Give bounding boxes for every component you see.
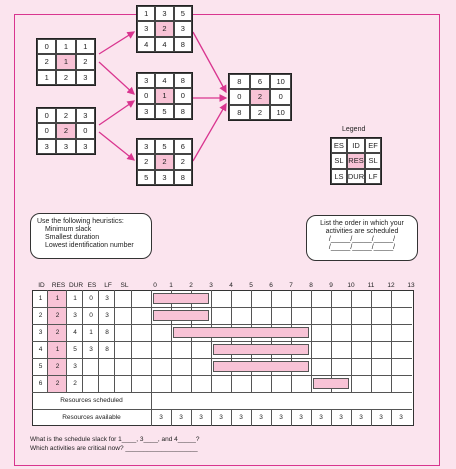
legend-cell: SL bbox=[331, 153, 347, 168]
table-cell: 8 bbox=[105, 329, 109, 336]
order-box bbox=[306, 215, 418, 261]
grid-line-h bbox=[32, 307, 412, 308]
node-activity-2 bbox=[36, 38, 96, 86]
node-cell-res: 2 bbox=[155, 21, 173, 36]
grid-line-v bbox=[271, 409, 272, 426]
node-cell: 6 bbox=[174, 139, 192, 154]
grid-line-v bbox=[391, 409, 392, 426]
node-cell: 8 bbox=[174, 37, 192, 52]
table-cell: 5 bbox=[73, 346, 77, 353]
time-tick-label: 1 bbox=[169, 282, 173, 289]
schedule-bar bbox=[153, 310, 209, 321]
node-cell-res: 1 bbox=[155, 88, 173, 103]
grid-line-v bbox=[331, 409, 332, 426]
resources-scheduled-label: Resources scheduled bbox=[60, 397, 123, 404]
table-cell: 0 bbox=[89, 295, 93, 302]
node-activity-4 bbox=[228, 73, 292, 121]
node-cell: 5 bbox=[137, 170, 155, 185]
grid-line-v bbox=[211, 409, 212, 426]
time-tick-label: 8 bbox=[309, 282, 313, 289]
table-cell: 2 bbox=[55, 380, 60, 387]
node-cell: 6 bbox=[250, 74, 271, 89]
grid-line-h bbox=[32, 392, 412, 393]
table-cell: 3 bbox=[73, 312, 77, 319]
node-cell: 4 bbox=[137, 37, 155, 52]
node-cell: 3 bbox=[137, 104, 155, 119]
time-tick-label: 2 bbox=[189, 282, 193, 289]
grid-line-v bbox=[151, 409, 152, 426]
node-cell: 0 bbox=[270, 89, 291, 104]
node-cell: 2 bbox=[137, 154, 155, 169]
grid-line-v bbox=[311, 409, 312, 426]
legend-cell: LS bbox=[331, 169, 347, 184]
legend-node bbox=[330, 137, 382, 185]
resources-available-value: 3 bbox=[279, 414, 283, 421]
node-cell: 3 bbox=[137, 139, 155, 154]
node-cell: 3 bbox=[155, 170, 173, 185]
heuristic-3: Lowest identification number bbox=[45, 242, 134, 249]
node-cell: 3 bbox=[76, 139, 95, 154]
heuristic-2: Smallest duration bbox=[45, 234, 100, 241]
grid-line-v bbox=[171, 409, 172, 426]
order-blanks-1: /_____/_____/_____/ bbox=[328, 236, 396, 243]
column-header: ES bbox=[87, 282, 97, 289]
time-tick-label: 13 bbox=[407, 282, 415, 289]
legend-cell: EF bbox=[365, 138, 381, 153]
node-cell: 0 bbox=[174, 88, 192, 103]
column-header: RES bbox=[51, 282, 66, 289]
grid-line-v bbox=[251, 409, 252, 426]
node-cell: 3 bbox=[76, 70, 95, 85]
resources-available-label: Resources available bbox=[62, 414, 121, 421]
resources-available-value: 3 bbox=[399, 414, 403, 421]
node-cell: 1 bbox=[137, 6, 155, 21]
legend-cell-res: RES bbox=[347, 153, 365, 168]
question-critical: Which activities are critical now? ____________________ bbox=[30, 445, 198, 452]
time-tick-label: 4 bbox=[229, 282, 233, 289]
table-cell: 3 bbox=[105, 295, 109, 302]
node-cell: 8 bbox=[229, 105, 250, 120]
time-tick-label: 5 bbox=[249, 282, 253, 289]
table-cell: 4 bbox=[38, 346, 43, 353]
resources-available-value: 3 bbox=[359, 414, 363, 421]
node-cell: 5 bbox=[174, 6, 192, 21]
table-cell: 2 bbox=[55, 312, 60, 319]
node-cell: 0 bbox=[229, 89, 250, 104]
question-slack: What is the schedule slack for 1____, 3____, and 4_____? bbox=[30, 436, 200, 443]
node-cell-res: 2 bbox=[155, 154, 173, 169]
node-cell: 3 bbox=[37, 139, 56, 154]
grid-line-h bbox=[32, 358, 412, 359]
node-activity-1 bbox=[136, 5, 193, 53]
node-cell: 5 bbox=[155, 139, 173, 154]
table-cell: 2 bbox=[38, 312, 43, 319]
node-cell: 5 bbox=[155, 104, 173, 119]
schedule-bar bbox=[213, 361, 309, 372]
table-cell: 3 bbox=[73, 363, 77, 370]
node-cell: 4 bbox=[155, 73, 173, 88]
resources-available-value: 3 bbox=[319, 414, 323, 421]
node-cell: 8 bbox=[174, 104, 192, 119]
node-cell: 10 bbox=[270, 74, 291, 89]
grid-line-v bbox=[191, 409, 192, 426]
table-cell: 8 bbox=[105, 346, 109, 353]
grid-line-v bbox=[231, 409, 232, 426]
column-header: ID bbox=[38, 282, 45, 289]
node-cell: 10 bbox=[270, 105, 291, 120]
resources-available-value: 3 bbox=[179, 414, 183, 421]
legend-title: Legend bbox=[342, 126, 366, 133]
schedule-bar bbox=[173, 327, 309, 338]
grid-line-v bbox=[371, 409, 372, 426]
column-header: DUR bbox=[68, 282, 84, 289]
table-cell: 1 bbox=[55, 346, 60, 353]
schedule-bar bbox=[213, 344, 309, 355]
node-cell: 2 bbox=[37, 54, 56, 69]
resources-available-value: 3 bbox=[219, 414, 223, 421]
table-cell: 3 bbox=[89, 346, 93, 353]
node-cell-res: 2 bbox=[56, 123, 75, 138]
legend-cell: LF bbox=[365, 169, 381, 184]
table-cell: 2 bbox=[73, 380, 77, 387]
time-tick-label: 11 bbox=[367, 282, 375, 289]
grid-line-h bbox=[32, 324, 412, 325]
table-cell: 2 bbox=[55, 329, 60, 336]
resources-available-value: 3 bbox=[159, 414, 163, 421]
legend-cell: DUR bbox=[347, 169, 365, 184]
table-cell: 5 bbox=[38, 363, 43, 370]
table-cell: 3 bbox=[105, 312, 109, 319]
node-cell: 2 bbox=[250, 105, 271, 120]
table-cell: 3 bbox=[38, 329, 43, 336]
grid-line-h bbox=[32, 341, 412, 342]
node-cell: 0 bbox=[76, 123, 95, 138]
node-cell: 0 bbox=[37, 123, 56, 138]
order-blanks-2: /_____/_____/_____/ bbox=[328, 244, 396, 251]
node-cell: 8 bbox=[174, 73, 192, 88]
node-cell: 0 bbox=[37, 108, 56, 123]
node-cell: 3 bbox=[137, 73, 155, 88]
node-cell: 3 bbox=[155, 6, 173, 21]
order-line-1: List the order in which your bbox=[320, 220, 404, 227]
table-cell: 1 bbox=[73, 295, 77, 302]
resources-available-value: 3 bbox=[299, 414, 303, 421]
legend-cell: SL bbox=[365, 153, 381, 168]
resources-available-value: 3 bbox=[339, 414, 343, 421]
table-cell: 1 bbox=[89, 329, 93, 336]
time-tick-label: 12 bbox=[387, 282, 395, 289]
schedule-bar bbox=[313, 378, 349, 389]
node-cell-res: 2 bbox=[250, 89, 271, 104]
node-cell: 2 bbox=[76, 54, 95, 69]
time-tick-label: 0 bbox=[153, 282, 157, 289]
order-line-2: activities are scheduled bbox=[325, 228, 399, 235]
schedule-bar bbox=[153, 293, 209, 304]
table-cell: 1 bbox=[38, 295, 43, 302]
node-activity-3 bbox=[136, 72, 193, 120]
node-cell: 1 bbox=[76, 39, 95, 54]
time-tick-label: 3 bbox=[209, 282, 213, 289]
resources-available-value: 3 bbox=[199, 414, 203, 421]
heuristic-1: Minimum slack bbox=[45, 226, 92, 233]
node-cell: 2 bbox=[56, 70, 75, 85]
node-cell: 3 bbox=[56, 139, 75, 154]
time-tick-label: 10 bbox=[347, 282, 355, 289]
grid-line-v bbox=[351, 409, 352, 426]
heuristics-box bbox=[30, 213, 152, 259]
table-cell: 6 bbox=[38, 380, 43, 387]
node-cell: 4 bbox=[155, 37, 173, 52]
node-cell: 2 bbox=[174, 154, 192, 169]
node-cell: 1 bbox=[37, 70, 56, 85]
grid-line-h bbox=[32, 375, 412, 376]
node-activity-6 bbox=[136, 138, 193, 186]
node-cell-res: 1 bbox=[56, 54, 75, 69]
grid-line-v bbox=[291, 409, 292, 426]
node-cell: 2 bbox=[56, 108, 75, 123]
node-cell: 3 bbox=[137, 21, 155, 36]
heuristics-intro: Use the following heuristics: bbox=[37, 218, 124, 225]
node-cell: 0 bbox=[37, 39, 56, 54]
resources-available-value: 3 bbox=[239, 414, 243, 421]
legend-cell: ES bbox=[331, 138, 347, 153]
node-cell: 8 bbox=[229, 74, 250, 89]
grid-line-h bbox=[32, 409, 412, 410]
node-cell: 8 bbox=[174, 170, 192, 185]
column-header: SL bbox=[120, 282, 129, 289]
resources-available-value: 3 bbox=[259, 414, 263, 421]
table-cell: 2 bbox=[55, 363, 60, 370]
resources-available-value: 3 bbox=[379, 414, 383, 421]
node-activity-5 bbox=[36, 107, 96, 155]
node-cell: 0 bbox=[137, 88, 155, 103]
table-cell: 1 bbox=[55, 295, 60, 302]
time-tick-label: 6 bbox=[269, 282, 273, 289]
node-cell: 1 bbox=[56, 39, 75, 54]
node-cell: 3 bbox=[76, 108, 95, 123]
legend-cell: ID bbox=[347, 138, 365, 153]
time-tick-label: 9 bbox=[329, 282, 333, 289]
time-tick-label: 7 bbox=[289, 282, 293, 289]
column-header: LF bbox=[104, 282, 112, 289]
table-cell: 0 bbox=[89, 312, 93, 319]
table-cell: 4 bbox=[73, 329, 77, 336]
node-cell: 3 bbox=[174, 21, 192, 36]
